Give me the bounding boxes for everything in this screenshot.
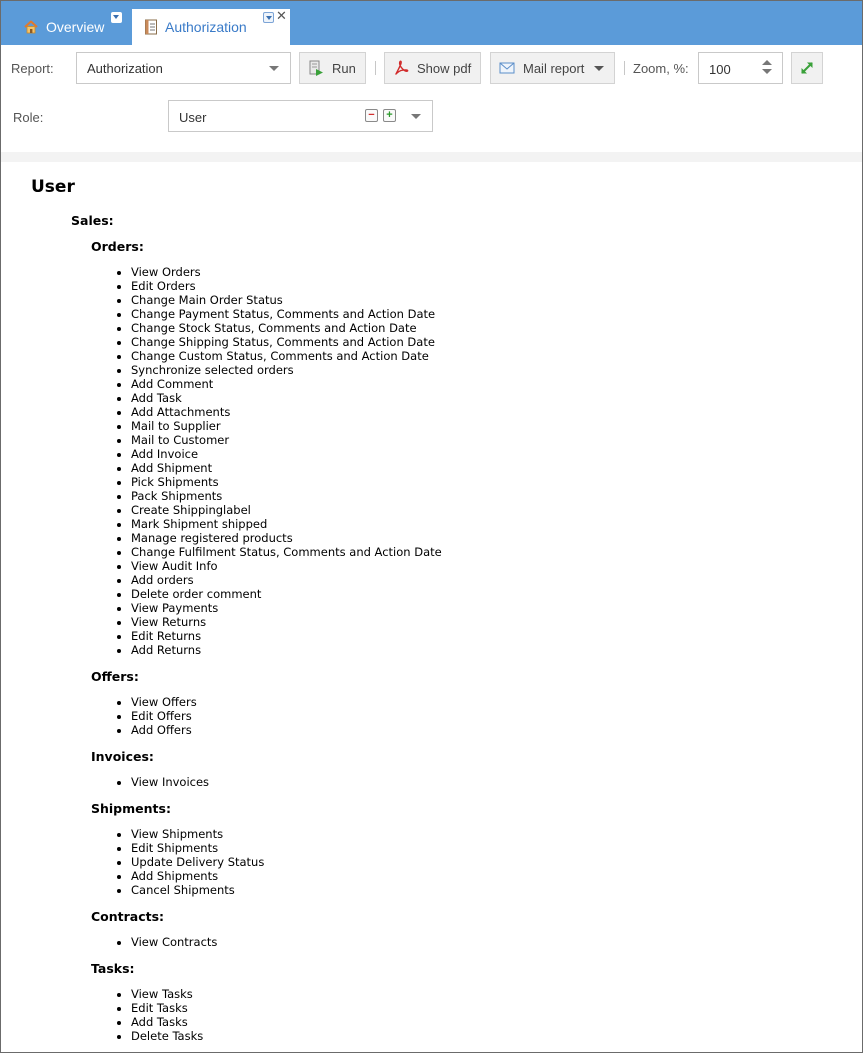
list-item: • View Orders [131, 265, 831, 279]
group-title: Orders: [91, 239, 144, 254]
list-item: • Change Stock Status, Comments and Action Date [131, 321, 831, 335]
permission-group [91, 239, 831, 657]
list-item: • View Audit Info [131, 559, 831, 573]
fullscreen-button[interactable] [791, 52, 823, 84]
zoom-stepper[interactable] [698, 52, 783, 84]
group-title: Offers: [91, 669, 139, 684]
permission-list [91, 775, 831, 789]
list-item: • Change Shipping Status, Comments and Action Date [131, 335, 831, 349]
list-item: • Edit Tasks [131, 1001, 831, 1015]
permission-group [91, 749, 831, 789]
list-item: • Synchronize selected orders [131, 363, 831, 377]
add-icon[interactable]: + [383, 109, 396, 122]
toolbar-divider [624, 61, 625, 75]
list-item: • Change Payment Status, Comments and Action Date [131, 307, 831, 321]
zoom-label: Zoom, %: [633, 61, 689, 76]
group-title: Invoices: [91, 749, 154, 764]
report-select-value: Authorization [87, 61, 163, 76]
tab-bar [1, 1, 862, 45]
report-select[interactable] [76, 52, 291, 84]
list-item: • Create Shippinglabel [131, 503, 831, 517]
toolbar-divider-band [1, 152, 862, 162]
list-item: • Add Invoice [131, 447, 831, 461]
list-item: • View Shipments [131, 827, 831, 841]
expand-icon [799, 60, 815, 76]
list-item: • View Contracts [131, 935, 831, 949]
section-title: Sales: [71, 213, 114, 228]
list-item: • Mail to Customer [131, 433, 831, 447]
close-icon[interactable]: ✕ [276, 9, 287, 24]
permission-list [91, 265, 831, 657]
report-title: User [31, 177, 75, 197]
spin-down-icon[interactable] [762, 69, 772, 74]
run-icon [308, 60, 324, 76]
permission-group [91, 961, 831, 1043]
tab-overview[interactable] [11, 9, 129, 45]
list-item: • Edit Orders [131, 279, 831, 293]
list-item: • Add Shipments [131, 869, 831, 883]
list-item: • Change Custom Status, Comments and Action Date [131, 349, 831, 363]
list-item: • View Returns [131, 615, 831, 629]
permission-list [91, 987, 831, 1043]
list-item: • Add Shipment [131, 461, 831, 475]
home-icon [23, 19, 39, 35]
list-item: • Add Task [131, 391, 831, 405]
chevron-down-icon [411, 114, 421, 119]
permission-list [91, 935, 831, 949]
list-item: • Edit Returns [131, 629, 831, 643]
list-item: • Add Offers [131, 723, 831, 737]
list-item: • View Payments [131, 601, 831, 615]
tab-authorization-menu-icon[interactable] [263, 12, 274, 23]
spin-up-icon[interactable] [762, 60, 772, 65]
list-item: • Add orders [131, 573, 831, 587]
list-item: • Pick Shipments [131, 475, 831, 489]
list-item: • Delete Tasks [131, 1029, 831, 1043]
permission-group [91, 669, 831, 737]
group-title: Shipments: [91, 801, 171, 816]
run-button-label: Run [332, 60, 356, 76]
list-item: • Change Fulfilment Status, Comments and Action Date [131, 545, 831, 559]
toolbar-divider [375, 61, 376, 75]
list-item: • Edit Shipments [131, 841, 831, 855]
show-pdf-button[interactable] [384, 52, 481, 84]
role-select[interactable] [168, 100, 433, 132]
list-item: • Delete order comment [131, 587, 831, 601]
list-item: • Mail to Supplier [131, 419, 831, 433]
group-title: Tasks: [91, 961, 135, 976]
list-item: • Pack Shipments [131, 489, 831, 503]
list-item: • View Tasks [131, 987, 831, 1001]
list-item: • View Invoices [131, 775, 831, 789]
report-icon [144, 19, 158, 35]
tab-authorization[interactable] [132, 9, 290, 45]
role-label: Role: [13, 110, 44, 125]
role-select-value: User [179, 110, 207, 125]
permission-group [91, 909, 831, 949]
show-pdf-button-label: Show pdf [417, 60, 472, 76]
permission-list [91, 827, 831, 897]
run-button[interactable] [299, 52, 366, 84]
tab-overview-label: Overview [46, 19, 105, 35]
list-item: • Add Comment [131, 377, 831, 391]
tab-overview-menu-icon[interactable] [111, 12, 122, 23]
mail-icon [499, 60, 515, 76]
chevron-down-icon [594, 66, 604, 71]
list-item: • Cancel Shipments [131, 883, 831, 897]
mail-report-button[interactable] [490, 52, 615, 84]
chevron-down-icon [269, 66, 279, 71]
list-item: • Mark Shipment shipped [131, 517, 831, 531]
pdf-icon [393, 60, 409, 76]
zoom-value: 100 [709, 62, 731, 77]
list-item: • View Offers [131, 695, 831, 709]
report-label: Report: [11, 61, 54, 76]
permission-groups [91, 239, 831, 1053]
remove-icon[interactable]: − [365, 109, 378, 122]
list-item: • Update Delivery Status [131, 855, 831, 869]
list-item: • Manage registered products [131, 531, 831, 545]
permission-list [91, 695, 831, 737]
mail-report-button-label: Mail report [523, 60, 585, 76]
list-item: • Edit Offers [131, 709, 831, 723]
list-item: • Add Tasks [131, 1015, 831, 1029]
permission-group [91, 801, 831, 897]
list-item: • Add Returns [131, 643, 831, 657]
list-item: • Add Attachments [131, 405, 831, 419]
tab-authorization-label: Authorization [165, 19, 247, 35]
list-item: • Change Main Order Status [131, 293, 831, 307]
group-title: Contracts: [91, 909, 165, 924]
